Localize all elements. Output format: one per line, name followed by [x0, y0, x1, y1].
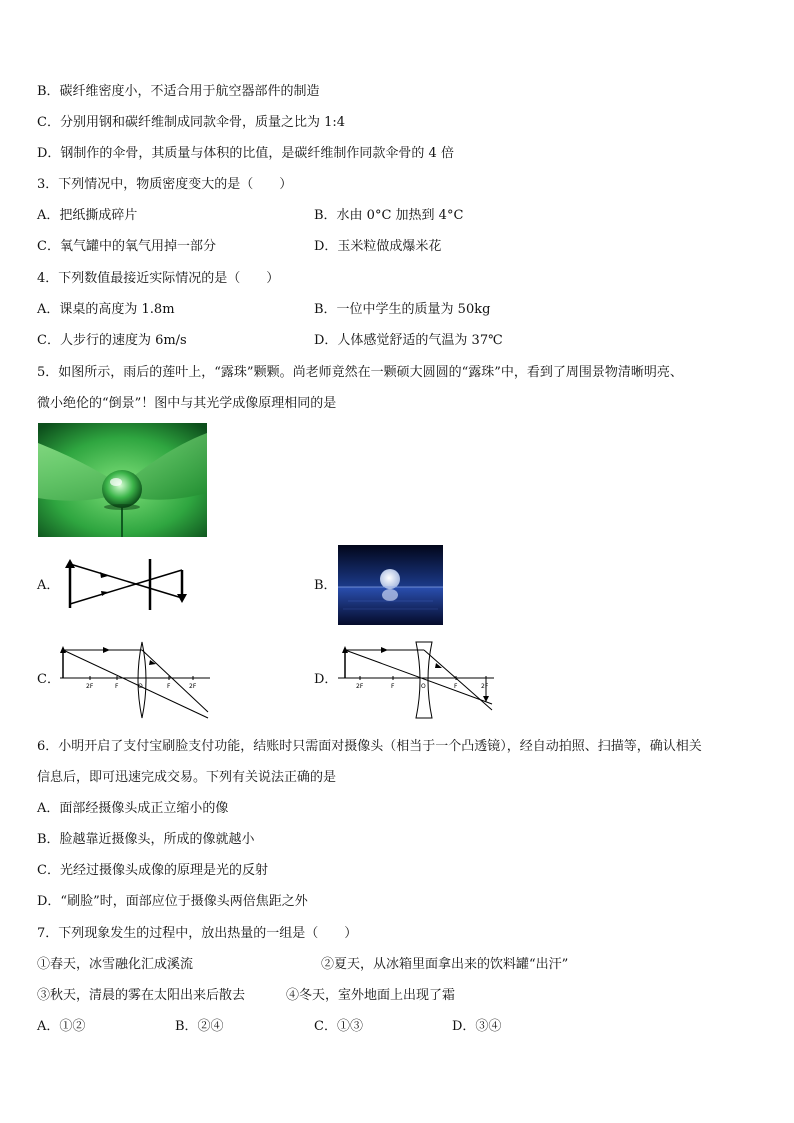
q4-stem: 4．下列数值最接近实际情况的是（ ） [37, 271, 280, 286]
q3-option-d: D．玉米粒做成爆米花 [314, 239, 442, 254]
c-f-right-label: F [167, 683, 171, 690]
q7-option-c: C．①③ [314, 1019, 363, 1034]
moon-reflection-photo [338, 545, 443, 625]
q6-option-a: A．面部经摄像头成正立缩小的像 [37, 801, 229, 816]
q7-item-1: ①春天，冰雪融化汇成溪流 [37, 957, 194, 972]
q2-option-c: C．分别用钢和碳纤维制成同款伞骨，质量之比为 1:4 [37, 115, 346, 130]
q7-item-2: ②夏天，从冰箱里面拿出来的饮料罐“出汗” [321, 957, 569, 972]
q5-label-c: C． [37, 672, 60, 687]
d-2f-left-label: 2F [356, 683, 364, 690]
c-2f-left-label: 2F [86, 683, 94, 690]
concave-lens-diagram [338, 640, 496, 720]
d-2f-right-label: 2F [481, 683, 489, 690]
q3-option-a: A．把纸撕成碎片 [37, 208, 138, 223]
q4-option-a: A．课桌的高度为 1.8m [37, 302, 175, 317]
q4-option-c: C．人步行的速度为 6m/s [37, 333, 187, 348]
q5-label-a: A． [37, 578, 60, 593]
q6-option-b: B．脸越靠近摄像头，所成的像就越小 [37, 832, 255, 847]
q2-option-d: D．钢制作的伞骨，其质量与体积的比值，是碳纤维制作同款伞骨的 4 倍 [37, 146, 454, 161]
q7-option-d: D．③④ [452, 1019, 502, 1034]
q7-item-3: ③秋天，清晨的雾在太阳出来后散去 [37, 988, 246, 1003]
q3-option-b: B．水由 0°C 加热到 4°C [314, 208, 464, 223]
d-f-right-label: F [454, 683, 458, 690]
q6-stem-line1: 6．小明开启了支付宝刷脸支付功能，结账时只需面对摄像头（相当于一个凸透镜），经自动拍照、扫描等，确认相关 [37, 739, 702, 754]
d-o-label: O [421, 683, 426, 690]
d-f-left-label: F [391, 683, 395, 690]
q7-option-a: A．①② [37, 1019, 86, 1034]
pinhole-diagram [60, 556, 195, 613]
q6-option-d: D．“刷脸”时，面部应位于摄像头两倍焦距之外 [37, 894, 308, 909]
c-f-left-label: F [115, 683, 119, 690]
convex-lens-diagram [60, 640, 212, 720]
q5-stem-line2: 微小绝伦的“倒景”！图中与其光学成像原理相同的是 [37, 396, 337, 411]
c-o-label: O [138, 683, 143, 690]
q3-option-c: C．氧气罐中的氧气用掉一部分 [37, 239, 216, 254]
q6-option-c: C．光经过摄像头成像的原理是光的反射 [37, 863, 268, 878]
q4-option-d: D．人体感觉舒适的气温为 37℃ [314, 333, 503, 348]
q5-label-b: B． [314, 578, 337, 593]
q5-stem-line1: 5．如图所示，雨后的莲叶上，“露珠”颗颗。尚老师竟然在一颗硕大圆圆的“露珠”中，看到了周围景物清晰明亮、 [37, 365, 683, 380]
q7-stem: 7．下列现象发生的过程中，放出热量的一组是（ ） [37, 926, 358, 941]
q2-option-b: B．碳纤维密度小，不适合用于航空器部件的制造 [37, 84, 320, 99]
c-2f-right-label: 2F [189, 683, 197, 690]
q7-option-b: B．②④ [175, 1019, 224, 1034]
q4-option-b: B．一位中学生的质量为 50kg [314, 302, 491, 317]
q7-item-4: ④冬天，室外地面上出现了霜 [286, 988, 456, 1003]
q3-stem: 3．下列情况中，物质密度变大的是（ ） [37, 177, 293, 192]
dew-drop-photo [38, 423, 207, 537]
q6-stem-line2: 信息后，即可迅速完成交易。下列有关说法正确的是 [37, 770, 337, 785]
q5-label-d: D． [314, 672, 338, 687]
